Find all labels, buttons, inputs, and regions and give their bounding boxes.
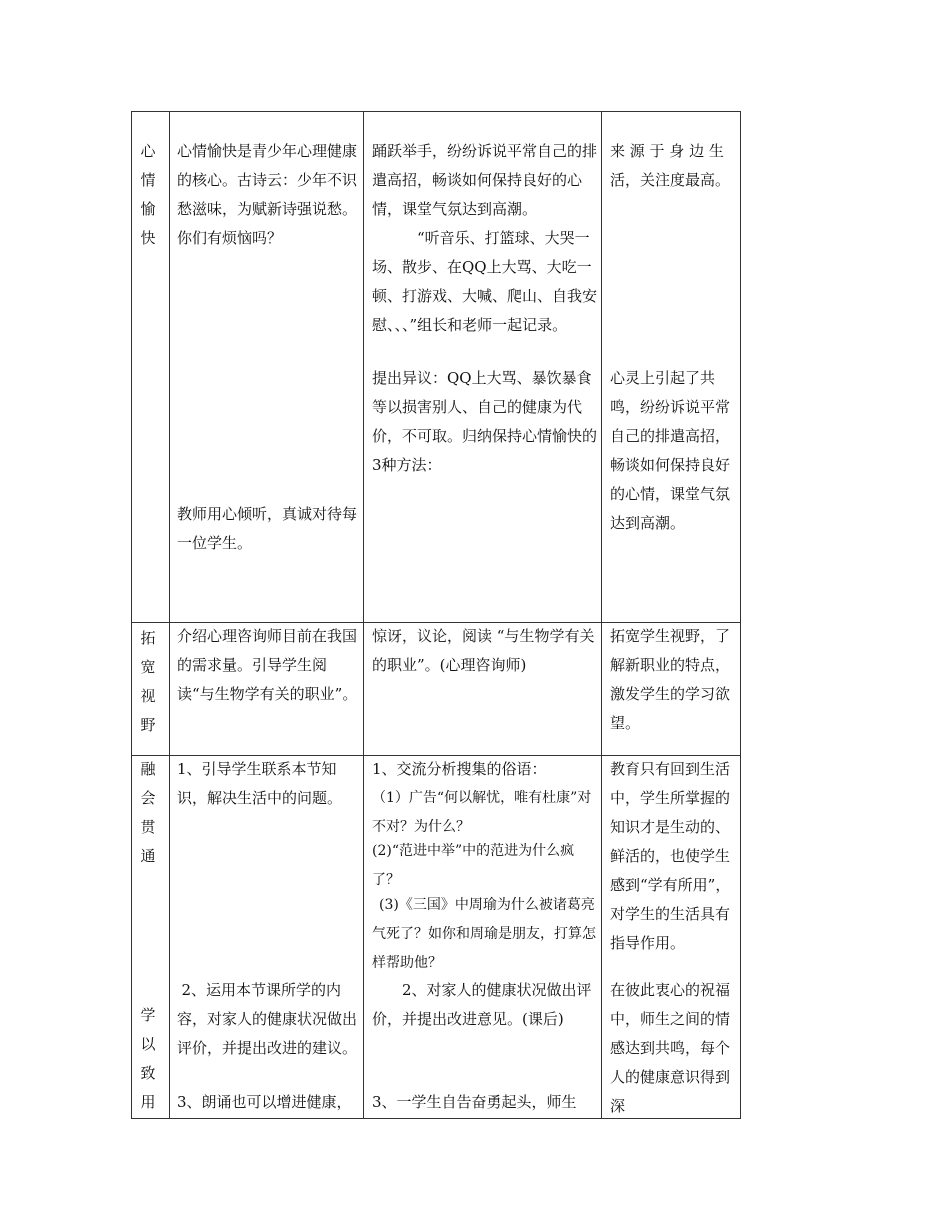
student-activity: 1、交流分析搜集的俗语：: [372, 760, 547, 778]
row-heading-broaden: 拓 宽 视 野: [140, 629, 156, 734]
column-divider: [169, 112, 170, 1118]
row-heading-apply: 学 以 致 用: [140, 1006, 156, 1111]
student-activity: （1）广告“何以解忧，唯有杜康”对不对？为什么？: [372, 790, 592, 835]
teacher-activity: 教师用心倾听，真诚对待每一位学生。: [177, 505, 358, 552]
teacher-activity: 介绍心理咨询师目前在我国的需求量。引导学生阅读“与生物学有关的职业”。: [177, 627, 358, 703]
teacher-activity: 3、朗诵也可以增进健康，: [177, 1093, 352, 1111]
student-activity: 提出异议：QQ上大骂、暴饮暴食等以损害别人、自己的健康为代价，不可取。归纳保持心情愉快的3种方法：: [372, 369, 598, 474]
column-divider: [601, 112, 602, 1118]
student-activity: 惊讶，议论，阅读 “与生物学有关的职业”。(心理咨询师): [372, 627, 595, 674]
design-intent: 教育只有回到生活中，学生所掌握的知识才是生动的、鲜活的，也使学生感到“学有所用”，对学生的生活具有指导作用。: [610, 760, 731, 952]
student-activity: (2)“范进中举”中的范进为什么疯了？: [372, 843, 575, 888]
design-intent: 拓宽学生视野，了解新职业的特点，激发学生的学习欲望。: [610, 627, 731, 732]
column-divider: [363, 112, 364, 1118]
row-heading-integrate: 融 会 贯 通: [140, 760, 156, 865]
row-heading-mood: 心 情 愉 快: [140, 142, 156, 247]
teacher-activity: 1、引导学生联系本节知识，解决生活中的问题。: [177, 760, 343, 807]
student-activity: 2、对家人的健康状况做出评价，并提出改进意见。(课后): [372, 981, 592, 1028]
teacher-activity: 2、运用本节课所学的内容，对家人的健康状况做出评价，并提出改进的建议。: [177, 981, 358, 1057]
student-activity: (3)《三国》中周瑜为什么被诸葛亮气死了？如你和周瑜是朋友，打算怎样帮助他？: [372, 897, 596, 971]
student-activity: 踊跃举手，纷纷诉说平常自己的排遣高招，畅谈如何保持良好的心情，课堂气氛达到高潮。: [372, 142, 598, 218]
teacher-activity: 心情愉快是青少年心理健康的核心。古诗云：少年不识愁滋味，为赋新诗强说愁。你们有烦恼吗？: [177, 142, 358, 247]
student-activity: “听音乐、打篮球、大哭一场、散步、在QQ上大骂、大吃一顿、打游戏、大喊、爬山、自我安慰、、、”组长和老师一起记录。: [372, 229, 598, 334]
design-intent: 来 源 于 身 边 生活，关注度最高。: [610, 142, 731, 189]
design-intent: 在彼此衷心的祝福中，师生之间的情感达到共鸣，每个人的健康意识得到深: [610, 981, 731, 1115]
design-intent: 心灵上引起了共鸣，纷纷诉说平常自己的排遣高招，畅谈如何保持良好的心情，课堂气氛达到高潮。: [610, 369, 731, 532]
student-activity: 3、一学生自告奋勇起头，师生: [372, 1093, 577, 1111]
